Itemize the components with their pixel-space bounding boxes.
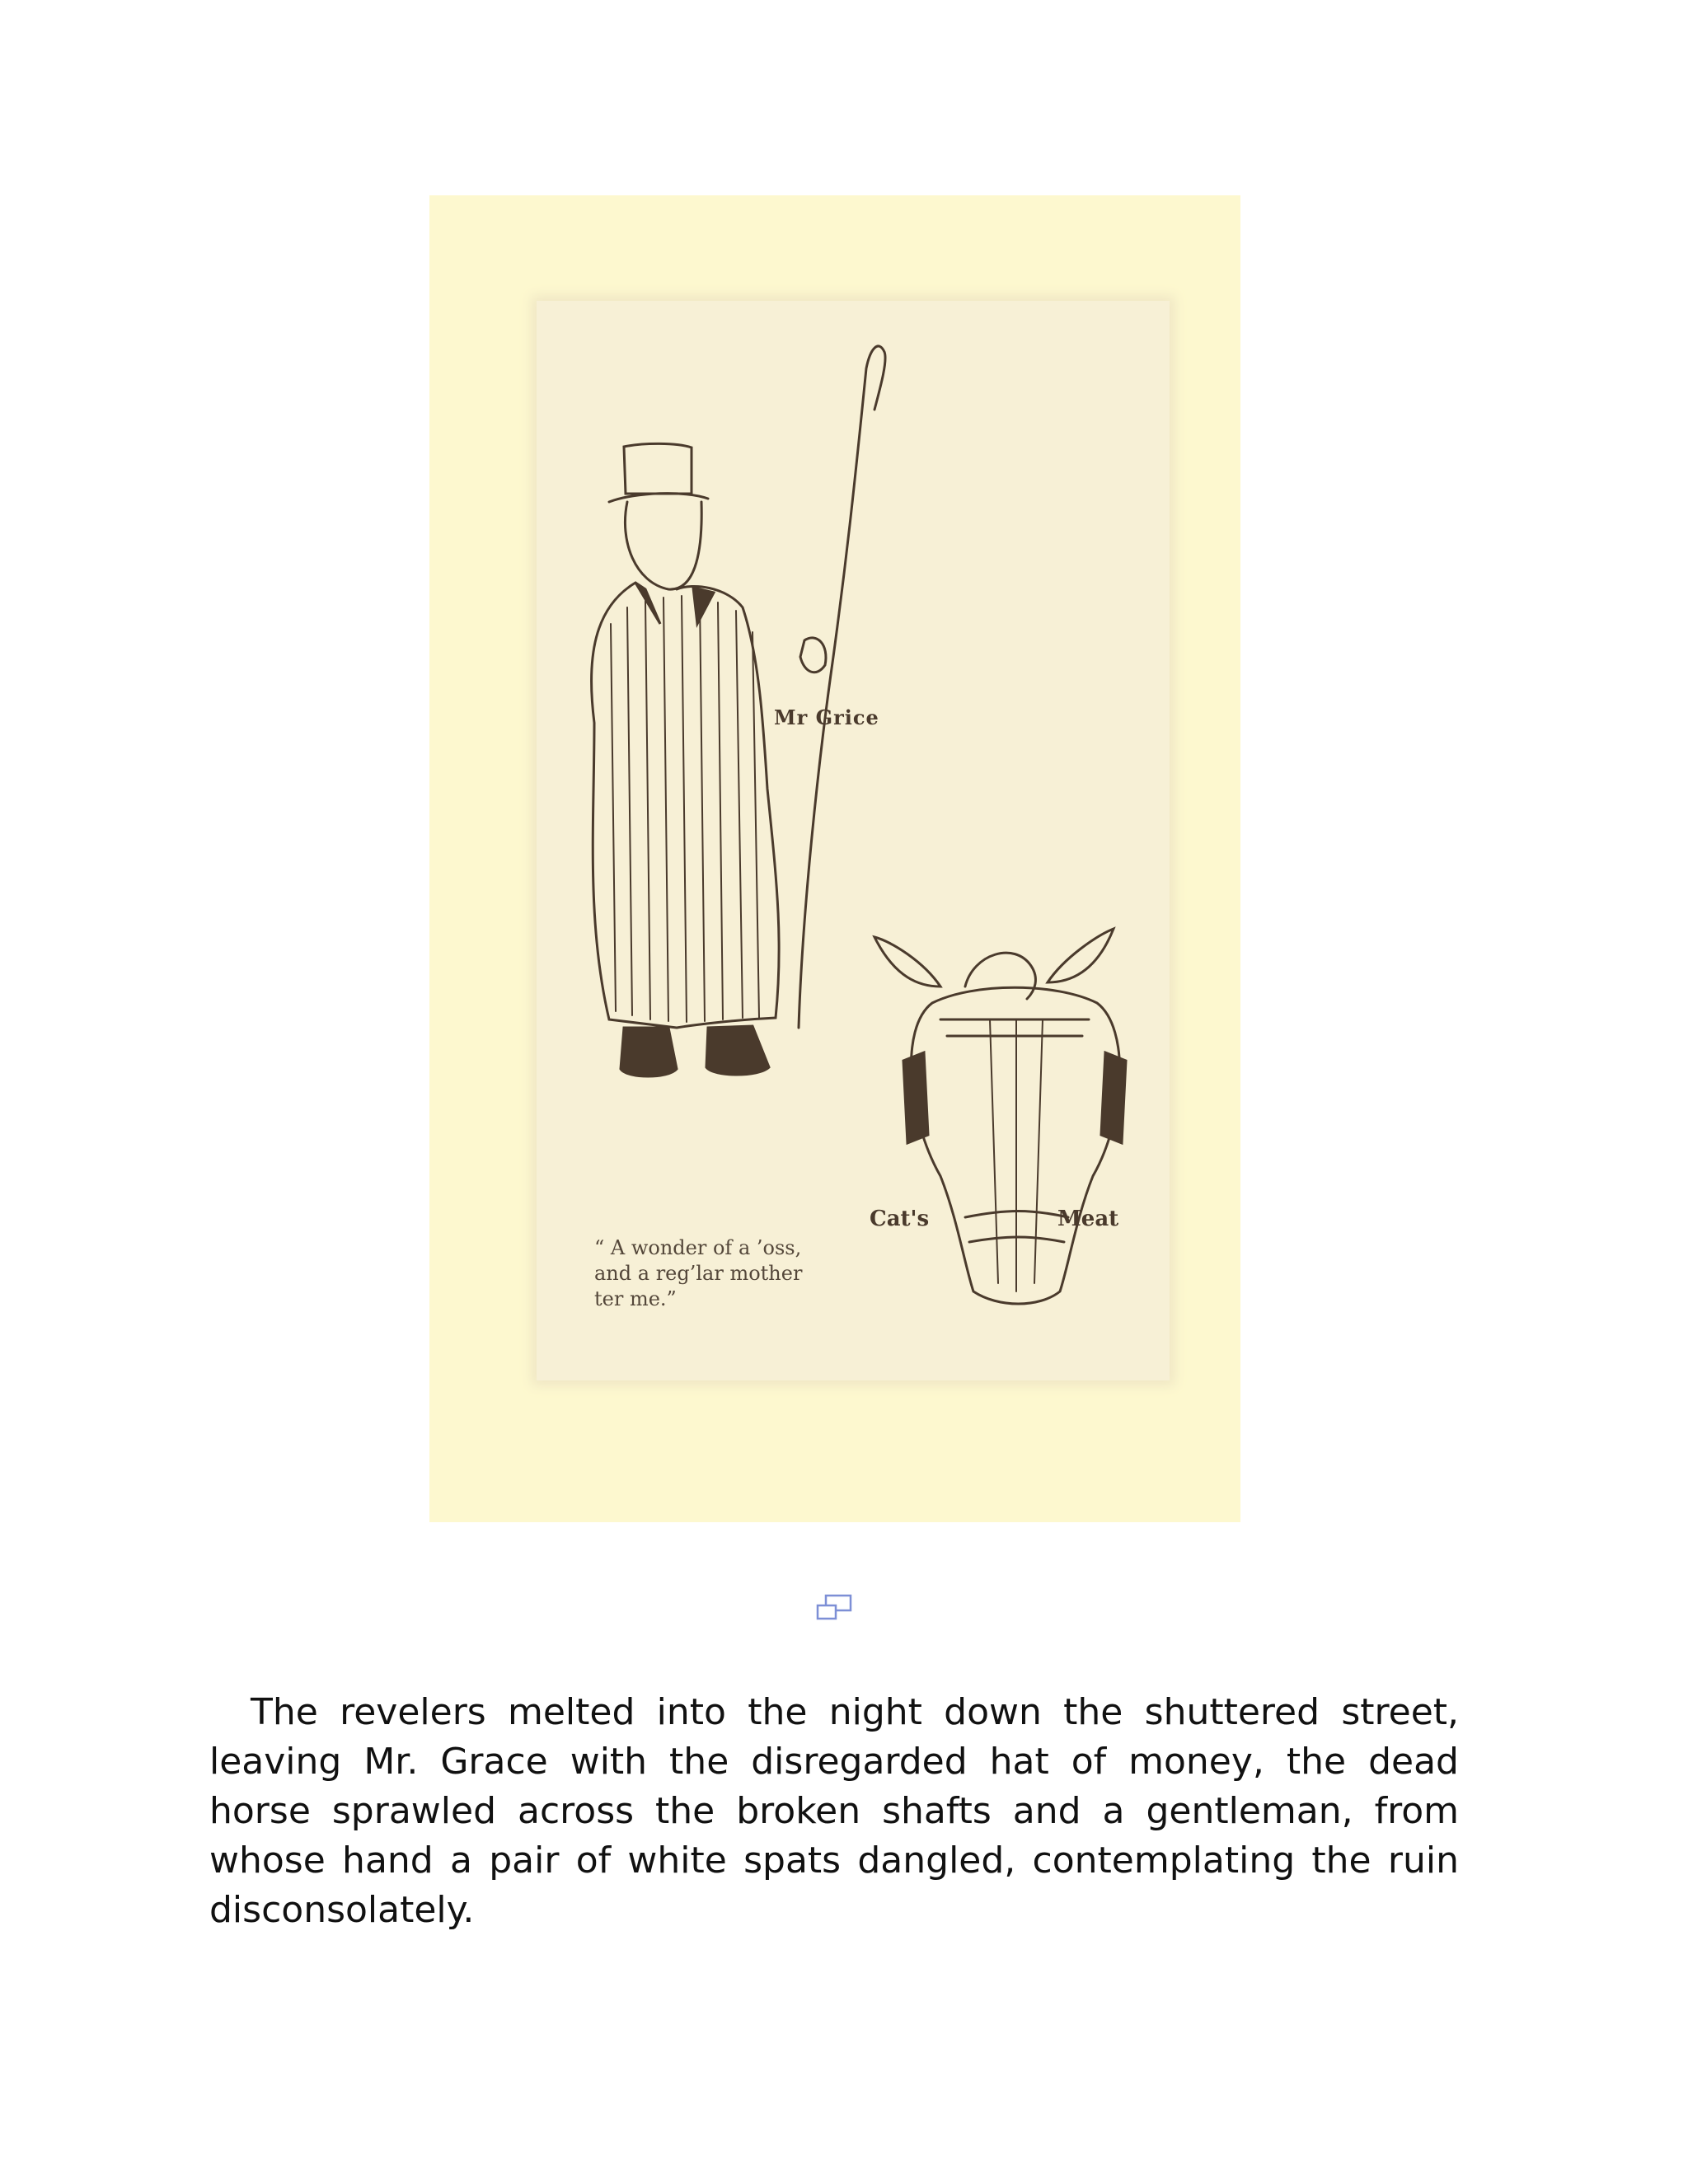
body-paragraph: The revelers melted into the night down the shuttered street, leaving Mr. Grace with the disregarded hat of money, the dead horse sprawled across the broken shafts and a gentleman, from whose hand a pair of white spats dangled, contemplating the ruin disconsolately. xyxy=(209,1691,1459,1931)
horse-forelock xyxy=(965,953,1035,999)
enlarge-image-icon[interactable] xyxy=(816,1594,852,1620)
caption-line: “ A wonder of a ’oss, xyxy=(594,1236,802,1259)
man-hand xyxy=(800,638,826,673)
label-meat: Meat xyxy=(1057,1207,1119,1231)
illustration-drawing xyxy=(429,195,1240,1522)
label-mr-grice: Mr Grice xyxy=(774,705,879,729)
illustration-caption xyxy=(594,1235,891,1312)
illustration-plate xyxy=(429,195,1240,1522)
man-boots xyxy=(621,1026,769,1076)
horse-ear-left xyxy=(874,937,940,987)
horse-blinker-left xyxy=(903,1052,928,1143)
man-head xyxy=(625,502,701,589)
label-cats: Cat's xyxy=(870,1207,930,1231)
top-hat xyxy=(609,443,708,502)
caption-line: ter me.” xyxy=(594,1287,677,1310)
horse-ear-right xyxy=(1048,929,1114,982)
whip xyxy=(799,346,885,1028)
caption-line: and a reg’lar mother xyxy=(594,1262,803,1285)
horse-blinker-right xyxy=(1101,1052,1126,1143)
